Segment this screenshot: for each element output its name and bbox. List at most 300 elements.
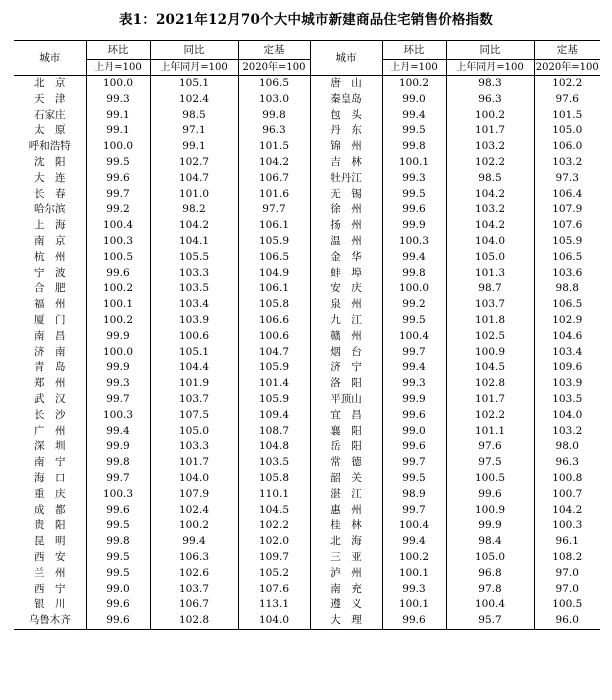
left-yoy-value: 102.4 [150, 503, 238, 519]
left-mom-value: 99.5 [86, 155, 150, 171]
left-base-value: 108.7 [238, 424, 310, 440]
right-base-value: 105.0 [534, 123, 600, 139]
table-row [14, 313, 600, 329]
right-mom-value: 99.4 [382, 360, 446, 376]
right-base-value: 96.0 [534, 613, 600, 629]
left-city-name: 太 原 [34, 124, 66, 137]
right-city-name: 大 理 [310, 613, 382, 629]
left-city-name: 南 京 [34, 234, 66, 247]
left-base-value: 110.1 [238, 487, 310, 503]
right-mom-value: 99.5 [382, 471, 446, 487]
right-mom-value: 100.2 [382, 550, 446, 566]
right-mom-value: 99.4 [382, 250, 446, 266]
right-mom-value: 99.7 [382, 455, 446, 471]
table-row [14, 424, 600, 440]
left-yoy-value: 102.4 [150, 92, 238, 108]
right-mom-value: 100.1 [382, 566, 446, 582]
header-base-right: 定基 [534, 41, 600, 60]
right-yoy-value: 101.3 [446, 266, 534, 282]
right-yoy-value: 100.9 [446, 345, 534, 361]
right-yoy-value: 101.7 [446, 392, 534, 408]
table-row [14, 487, 600, 503]
left-city-name: 贵 阳 [34, 519, 66, 532]
left-yoy-value: 104.1 [150, 234, 238, 250]
right-base-value: 97.0 [534, 566, 600, 582]
right-base-value: 98.8 [534, 281, 600, 297]
right-yoy-value: 96.8 [446, 566, 534, 582]
left-yoy-value: 99.1 [150, 139, 238, 155]
subheader-mom-right: 上月=100 [382, 60, 446, 76]
right-mom-value: 99.3 [382, 376, 446, 392]
right-yoy-value: 102.5 [446, 329, 534, 345]
left-base-value: 105.8 [238, 471, 310, 487]
table-row [14, 155, 600, 171]
right-mom-value: 99.0 [382, 92, 446, 108]
right-city-name: 北 海 [310, 534, 382, 550]
right-base-value: 106.0 [534, 139, 600, 155]
table-row [14, 518, 600, 534]
left-yoy-value: 100.2 [150, 518, 238, 534]
right-mom-value: 99.5 [382, 123, 446, 139]
left-yoy-value: 97.1 [150, 123, 238, 139]
table-row [14, 234, 600, 250]
right-mom-value: 100.1 [382, 597, 446, 613]
right-yoy-value: 100.5 [446, 471, 534, 487]
table-body [14, 76, 600, 630]
right-mom-value: 99.6 [382, 613, 446, 629]
table-row [14, 297, 600, 313]
left-base-value: 102.0 [238, 534, 310, 550]
table-row [14, 76, 600, 92]
right-mom-value: 99.5 [382, 187, 446, 203]
left-mom-value: 99.6 [86, 613, 150, 629]
right-base-value: 108.2 [534, 550, 600, 566]
right-mom-value: 99.3 [382, 582, 446, 598]
right-base-value: 97.0 [534, 582, 600, 598]
left-base-value: 104.7 [238, 345, 310, 361]
right-city-name: 吉 林 [310, 155, 382, 171]
right-yoy-value: 98.5 [446, 171, 534, 187]
left-mom-value: 99.9 [86, 360, 150, 376]
table-row [14, 550, 600, 566]
left-base-value: 101.6 [238, 187, 310, 203]
left-base-value: 105.9 [238, 234, 310, 250]
left-base-value: 102.2 [238, 518, 310, 534]
left-city-name: 南 昌 [34, 329, 66, 342]
right-base-value: 103.4 [534, 345, 600, 361]
left-base-value: 104.5 [238, 503, 310, 519]
right-base-value: 96.1 [534, 534, 600, 550]
right-city-name: 无 锡 [310, 187, 382, 203]
page-title: 表1：2021年12月70个大中城市新建商品住宅销售价格指数 [118, 12, 494, 28]
left-city-name: 哈尔滨 [34, 203, 66, 216]
right-base-value: 107.6 [534, 218, 600, 234]
right-city-name: 济 宁 [310, 360, 382, 376]
left-yoy-value: 106.7 [150, 597, 238, 613]
right-city-name: 温 州 [310, 234, 382, 250]
right-city-name: 徐 州 [310, 202, 382, 218]
right-city-name: 牡丹江 [310, 171, 382, 187]
left-city-name: 西 宁 [34, 582, 66, 595]
header-mom-left: 环比 [86, 41, 150, 60]
left-base-value: 105.9 [238, 392, 310, 408]
left-base-value: 104.9 [238, 266, 310, 282]
header-yoy-left: 同比 [150, 41, 238, 60]
right-city-name: 赣 州 [310, 329, 382, 345]
table-row [14, 123, 600, 139]
left-yoy-value: 101.9 [150, 376, 238, 392]
right-city-name: 韶 关 [310, 471, 382, 487]
left-city-name: 杭 州 [34, 250, 66, 263]
left-city-name: 深 圳 [34, 440, 66, 453]
right-base-value: 103.2 [534, 155, 600, 171]
table-row [14, 439, 600, 455]
right-mom-value: 99.4 [382, 534, 446, 550]
left-mom-value: 99.8 [86, 455, 150, 471]
left-yoy-value: 105.1 [150, 345, 238, 361]
left-mom-value: 100.3 [86, 234, 150, 250]
price-index-table [14, 40, 600, 630]
left-city-name: 青 岛 [34, 361, 66, 374]
header-city-left: 城市 [14, 41, 86, 76]
header-base-left: 定基 [238, 41, 310, 60]
left-mom-value: 99.1 [86, 123, 150, 139]
right-city-name: 平顶山 [310, 392, 382, 408]
left-mom-value: 99.4 [86, 424, 150, 440]
left-mom-value: 100.3 [86, 408, 150, 424]
left-mom-value: 99.7 [86, 187, 150, 203]
left-yoy-value: 104.7 [150, 171, 238, 187]
right-mom-value: 99.2 [382, 297, 446, 313]
left-mom-value: 99.9 [86, 329, 150, 345]
table-row [14, 408, 600, 424]
right-yoy-value: 104.0 [446, 234, 534, 250]
left-base-value: 109.4 [238, 408, 310, 424]
right-yoy-value: 96.3 [446, 92, 534, 108]
subheader-yoy-right: 上年同月=100 [446, 60, 534, 76]
right-yoy-value: 97.6 [446, 439, 534, 455]
left-yoy-value: 104.2 [150, 218, 238, 234]
right-city-name: 九 江 [310, 313, 382, 329]
right-city-name: 岳 阳 [310, 439, 382, 455]
right-mom-value: 99.6 [382, 408, 446, 424]
left-city-name: 宁 波 [34, 266, 66, 279]
right-mom-value: 99.4 [382, 108, 446, 124]
right-mom-value: 100.4 [382, 329, 446, 345]
left-base-value: 99.8 [238, 108, 310, 124]
right-yoy-value: 97.5 [446, 455, 534, 471]
right-city-name: 秦皇岛 [310, 92, 382, 108]
left-mom-value: 100.2 [86, 281, 150, 297]
left-city-name: 厦 门 [34, 313, 66, 326]
right-base-value: 100.5 [534, 597, 600, 613]
right-mom-value: 99.0 [382, 424, 446, 440]
left-base-value: 105.8 [238, 297, 310, 313]
right-yoy-value: 100.2 [446, 108, 534, 124]
right-city-name: 包 头 [310, 108, 382, 124]
right-base-value: 97.3 [534, 171, 600, 187]
left-yoy-value: 101.0 [150, 187, 238, 203]
left-yoy-value: 105.1 [150, 76, 238, 92]
left-yoy-value: 102.7 [150, 155, 238, 171]
table-row [14, 566, 600, 582]
right-base-value: 97.6 [534, 92, 600, 108]
left-city-name: 福 州 [34, 298, 66, 311]
left-base-value: 106.6 [238, 313, 310, 329]
right-city-name: 惠 州 [310, 503, 382, 519]
right-mom-value: 99.8 [382, 266, 446, 282]
right-mom-value: 100.1 [382, 155, 446, 171]
left-base-value: 105.9 [238, 360, 310, 376]
left-city-name: 武 汉 [34, 392, 66, 405]
left-base-value: 105.2 [238, 566, 310, 582]
table-row [14, 360, 600, 376]
left-base-value: 106.5 [238, 76, 310, 92]
right-city-name: 烟 台 [310, 345, 382, 361]
table-row [14, 266, 600, 282]
right-yoy-value: 104.2 [446, 218, 534, 234]
right-base-value: 102.9 [534, 313, 600, 329]
table-row [14, 281, 600, 297]
left-city-name: 呼和浩特 [28, 140, 71, 153]
left-mom-value: 100.5 [86, 250, 150, 266]
right-mom-value: 99.7 [382, 345, 446, 361]
right-mom-value: 98.9 [382, 487, 446, 503]
right-city-name: 遵 义 [310, 597, 382, 613]
left-city-name: 天 津 [34, 92, 66, 105]
right-city-name: 桂 林 [310, 518, 382, 534]
table-row [14, 187, 600, 203]
right-mom-value: 100.2 [382, 76, 446, 92]
left-yoy-value: 107.9 [150, 487, 238, 503]
left-base-value: 103.0 [238, 92, 310, 108]
left-mom-value: 99.6 [86, 171, 150, 187]
left-mom-value: 99.8 [86, 534, 150, 550]
right-base-value: 102.2 [534, 76, 600, 92]
left-city-name: 上 海 [34, 219, 66, 232]
right-mom-value: 99.6 [382, 439, 446, 455]
right-base-value: 100.7 [534, 487, 600, 503]
left-mom-value: 99.5 [86, 550, 150, 566]
right-yoy-value: 101.1 [446, 424, 534, 440]
right-base-value: 106.5 [534, 297, 600, 313]
table-row [14, 171, 600, 187]
left-base-value: 97.7 [238, 202, 310, 218]
right-yoy-value: 103.2 [446, 202, 534, 218]
table-row [14, 202, 600, 218]
right-yoy-value: 97.8 [446, 582, 534, 598]
header-mom-right: 环比 [382, 41, 446, 60]
right-mom-value: 99.5 [382, 313, 446, 329]
left-base-value: 96.3 [238, 123, 310, 139]
left-city-name: 石家庄 [34, 108, 66, 121]
right-base-value: 106.5 [534, 250, 600, 266]
right-city-name: 丹 东 [310, 123, 382, 139]
right-base-value: 96.3 [534, 455, 600, 471]
left-base-value: 104.0 [238, 613, 310, 629]
right-city-name: 泉 州 [310, 297, 382, 313]
left-city-name: 合 肥 [34, 282, 66, 295]
left-mom-value: 99.6 [86, 266, 150, 282]
left-yoy-value: 102.8 [150, 613, 238, 629]
right-city-name: 金 华 [310, 250, 382, 266]
left-base-value: 109.7 [238, 550, 310, 566]
table-row [14, 250, 600, 266]
table-row [14, 139, 600, 155]
left-city-name: 西 安 [34, 550, 66, 563]
left-mom-value: 100.1 [86, 297, 150, 313]
left-yoy-value: 105.5 [150, 250, 238, 266]
right-mom-value: 99.9 [382, 392, 446, 408]
left-mom-value: 99.5 [86, 566, 150, 582]
right-base-value: 103.9 [534, 376, 600, 392]
header-city-right: 城市 [310, 41, 382, 76]
right-base-value: 100.3 [534, 518, 600, 534]
left-mom-value: 99.1 [86, 108, 150, 124]
left-city-name: 沈 阳 [34, 155, 66, 168]
left-city-name: 济 南 [34, 345, 66, 358]
right-mom-value: 99.9 [382, 218, 446, 234]
right-yoy-value: 103.2 [446, 139, 534, 155]
left-base-value: 101.5 [238, 139, 310, 155]
left-mom-value: 99.6 [86, 597, 150, 613]
left-city-name: 银 川 [34, 598, 66, 611]
left-mom-value: 99.5 [86, 518, 150, 534]
left-yoy-value: 103.3 [150, 439, 238, 455]
right-base-value: 103.5 [534, 392, 600, 408]
table-row [14, 613, 600, 629]
left-mom-value: 100.0 [86, 345, 150, 361]
right-mom-value: 100.4 [382, 518, 446, 534]
right-yoy-value: 99.6 [446, 487, 534, 503]
left-city-name: 兰 州 [34, 566, 66, 579]
right-yoy-value: 98.3 [446, 76, 534, 92]
right-yoy-value: 103.7 [446, 297, 534, 313]
table-row [14, 392, 600, 408]
left-yoy-value: 103.3 [150, 266, 238, 282]
right-city-name: 宜 昌 [310, 408, 382, 424]
left-base-value: 113.1 [238, 597, 310, 613]
right-base-value: 106.4 [534, 187, 600, 203]
right-yoy-value: 95.7 [446, 613, 534, 629]
right-city-name: 扬 州 [310, 218, 382, 234]
left-city-name: 长 春 [34, 187, 66, 200]
right-yoy-value: 102.2 [446, 155, 534, 171]
right-base-value: 104.0 [534, 408, 600, 424]
right-mom-value: 99.7 [382, 503, 446, 519]
left-city-name: 乌鲁木齐 [28, 614, 71, 627]
left-yoy-value: 103.7 [150, 392, 238, 408]
left-mom-value: 99.2 [86, 202, 150, 218]
left-yoy-value: 104.0 [150, 471, 238, 487]
left-yoy-value: 98.2 [150, 202, 238, 218]
right-city-name: 泸 州 [310, 566, 382, 582]
header-yoy-right: 同比 [446, 41, 534, 60]
table-row [14, 455, 600, 471]
left-base-value: 104.2 [238, 155, 310, 171]
right-city-name: 锦 州 [310, 139, 382, 155]
right-city-name: 襄 阳 [310, 424, 382, 440]
left-yoy-value: 103.4 [150, 297, 238, 313]
left-base-value: 106.1 [238, 281, 310, 297]
left-mom-value: 100.4 [86, 218, 150, 234]
left-city-name: 北 京 [34, 77, 66, 89]
right-base-value: 105.9 [534, 234, 600, 250]
right-base-value: 107.9 [534, 202, 600, 218]
table-row [14, 597, 600, 613]
right-base-value: 98.0 [534, 439, 600, 455]
left-city-name: 昆 明 [34, 535, 66, 548]
table-row [14, 108, 600, 124]
left-base-value: 107.6 [238, 582, 310, 598]
right-yoy-value: 98.4 [446, 534, 534, 550]
right-mom-value: 99.6 [382, 202, 446, 218]
left-base-value: 106.7 [238, 171, 310, 187]
right-yoy-value: 100.9 [446, 503, 534, 519]
subheader-base-left: 2020年=100 [238, 60, 310, 76]
subheader-yoy-left: 上年同月=100 [150, 60, 238, 76]
left-base-value: 104.8 [238, 439, 310, 455]
right-yoy-value: 104.5 [446, 360, 534, 376]
left-city-name: 大 连 [34, 171, 66, 184]
right-base-value: 101.5 [534, 108, 600, 124]
left-mom-value: 100.3 [86, 487, 150, 503]
table-row [14, 329, 600, 345]
left-base-value: 103.5 [238, 455, 310, 471]
right-mom-value: 100.0 [382, 281, 446, 297]
left-mom-value: 99.3 [86, 376, 150, 392]
left-yoy-value: 105.0 [150, 424, 238, 440]
right-base-value: 103.6 [534, 266, 600, 282]
table-row [14, 92, 600, 108]
right-base-value: 109.6 [534, 360, 600, 376]
right-yoy-value: 98.7 [446, 281, 534, 297]
right-base-value: 104.6 [534, 329, 600, 345]
right-city-name: 安 庆 [310, 281, 382, 297]
left-city-name: 长 沙 [34, 408, 66, 421]
table-row [14, 503, 600, 519]
left-mom-value: 99.7 [86, 392, 150, 408]
right-yoy-value: 105.0 [446, 250, 534, 266]
left-city-name: 郑 州 [34, 377, 66, 390]
table-row [14, 376, 600, 392]
left-base-value: 106.5 [238, 250, 310, 266]
left-mom-value: 99.0 [86, 582, 150, 598]
right-base-value: 100.8 [534, 471, 600, 487]
right-city-name: 洛 阳 [310, 376, 382, 392]
right-yoy-value: 99.9 [446, 518, 534, 534]
right-city-name: 三 亚 [310, 550, 382, 566]
right-yoy-value: 101.7 [446, 123, 534, 139]
right-yoy-value: 100.4 [446, 597, 534, 613]
right-mom-value: 99.3 [382, 171, 446, 187]
right-city-name: 南 充 [310, 582, 382, 598]
left-yoy-value: 103.9 [150, 313, 238, 329]
right-base-value: 103.2 [534, 424, 600, 440]
left-base-value: 106.1 [238, 218, 310, 234]
left-yoy-value: 100.6 [150, 329, 238, 345]
left-mom-value: 99.9 [86, 439, 150, 455]
table-row [14, 218, 600, 234]
left-yoy-value: 106.3 [150, 550, 238, 566]
right-city-name: 蚌 埠 [310, 266, 382, 282]
right-yoy-value: 102.2 [446, 408, 534, 424]
right-city-name: 唐 山 [310, 76, 382, 92]
table-row [14, 534, 600, 550]
left-city-name: 成 都 [34, 503, 66, 516]
left-mom-value: 99.3 [86, 92, 150, 108]
table-row [14, 345, 600, 361]
